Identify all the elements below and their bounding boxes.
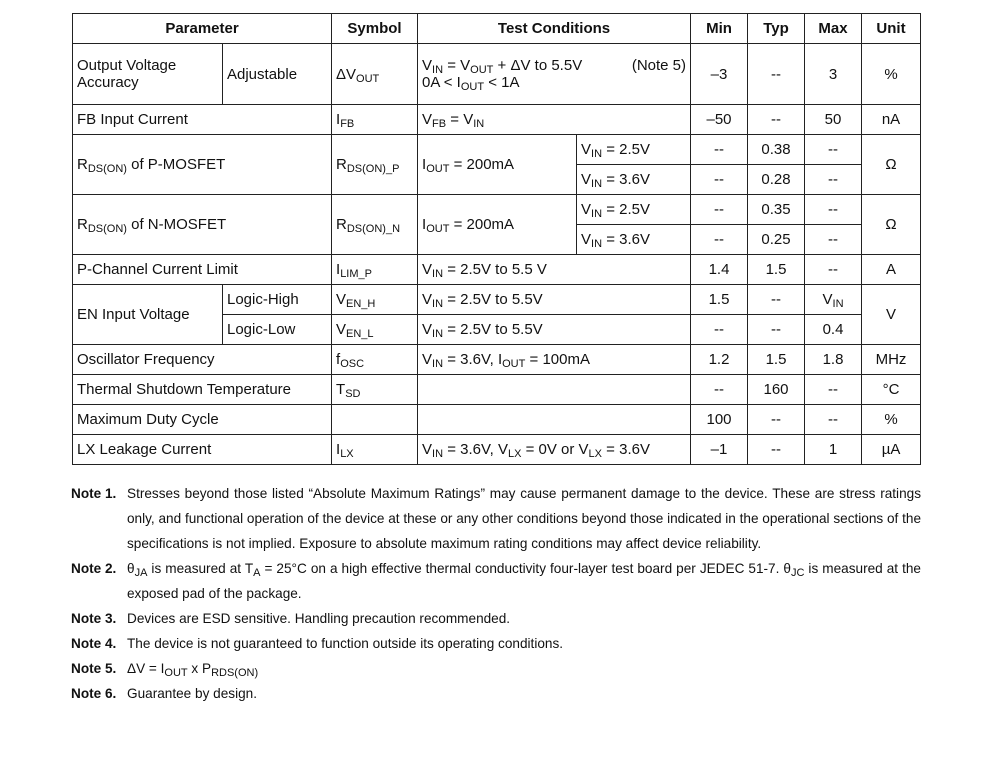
min-value: -- (691, 315, 748, 345)
unit-value: MHz (862, 345, 921, 375)
typ-value: -- (748, 405, 805, 435)
table-row (73, 285, 921, 315)
electrical-characteristics-table (72, 13, 921, 465)
note-label: Note 6. (71, 686, 117, 701)
note-1 (71, 481, 921, 556)
typ-value: 0.35 (748, 195, 805, 225)
param-sub-adjustable: Adjustable (223, 44, 332, 105)
cond-rds-n: $I_{OUT} = 200mA$ (418, 195, 577, 255)
cond-fb-current: $V_{FB} = V_{IN}$ (418, 105, 691, 135)
param-lx: LX Leakage Current (73, 435, 332, 465)
cond-rds-p: $I_{OUT} = 200mA$ (418, 135, 577, 195)
unit-value: % (862, 405, 921, 435)
max-value: 3 (805, 44, 862, 105)
param-sub-logic-low: Logic-Low (223, 315, 332, 345)
typ-value: -- (748, 44, 805, 105)
symbol-ven-h: $V_{EN\_H}$ (332, 285, 418, 315)
note-reference: (Note 5) (631, 57, 687, 74)
note-2 (71, 556, 921, 606)
typ-value: 0.25 (748, 225, 805, 255)
unit-value: % (862, 44, 921, 105)
cond-osc: $V_{IN} = 3.6V$, $I_{OUT} = 100mA$ (418, 345, 691, 375)
min-value: -- (691, 135, 748, 165)
max-value: 1.8 (805, 345, 862, 375)
param-rds-n: $R_{DS(ON)}$ of N-MOSFET (73, 195, 332, 255)
unit-value: A (862, 255, 921, 285)
unit-value: nA (862, 105, 921, 135)
table-row (73, 405, 921, 435)
header-row (73, 14, 921, 44)
note-5 (71, 656, 921, 681)
typ-value: -- (748, 315, 805, 345)
min-value: 1.2 (691, 345, 748, 375)
typ-value: -- (748, 435, 805, 465)
max-value: -- (805, 165, 862, 195)
typ-value: 0.38 (748, 135, 805, 165)
cond-vin-high: $V_{IN} = 3.6V$ (577, 225, 691, 255)
table-row (73, 195, 921, 225)
min-value: -- (691, 195, 748, 225)
cond-duty (418, 405, 691, 435)
table-row (73, 345, 921, 375)
max-value: -- (805, 195, 862, 225)
cond-en-high: $V_{IN} = 2.5V$ to 5.5V (418, 285, 691, 315)
param-thermal: Thermal Shutdown Temperature (73, 375, 332, 405)
max-value: 50 (805, 105, 862, 135)
header-test-conditions: Test Conditions (418, 14, 691, 44)
table-row (73, 375, 921, 405)
symbol-ilx: $I_{LX}$ (332, 435, 418, 465)
max-value: -- (805, 375, 862, 405)
typ-value: 160 (748, 375, 805, 405)
symbol-rds-n: $R_{DS(ON)\_N}$ (332, 195, 418, 255)
note-text: $\Delta V = I_{OUT}$ x $P_{RDS(ON)}$ (127, 661, 259, 679)
cond-output-voltage: $V_{IN} = V_{OUT} + \Delta V$ to 5.5V (Note 5) $0A < I_{OUT} < 1A$ (418, 44, 691, 105)
cond-lx: $V_{IN} = 3.6V$, $V_{LX} = 0V$ or $V_{LX} = 3.6V$ (418, 435, 691, 465)
typ-value: -- (748, 285, 805, 315)
unit-value: °C (862, 375, 921, 405)
note-text: $\theta_{JA}$ is measured at $T_A = 25^\circ C$ on a high effective thermal conductivity four-layer test board per JEDEC 51-7. $\theta_{JC}$ is measured at the exposed pad of the package. (127, 561, 921, 601)
param-fb-current: FB Input Current (73, 105, 332, 135)
min-value: -- (691, 375, 748, 405)
header-max: Max (805, 14, 862, 44)
table-row (73, 135, 921, 165)
max-value: -- (805, 135, 862, 165)
cond-vin-high: $V_{IN} = 3.6V$ (577, 165, 691, 195)
note-6 (71, 681, 921, 706)
note-text: Devices are ESD sensitive. Handling precaution recommended. (127, 611, 511, 626)
param-osc: Oscillator Frequency (73, 345, 332, 375)
cond-thermal (418, 375, 691, 405)
max-value: $V_{IN}$ (805, 285, 862, 315)
min-value: -- (691, 165, 748, 195)
cond-vin-low: $V_{IN} = 2.5V$ (577, 195, 691, 225)
symbol-ven-l: $V_{EN\_L}$ (332, 315, 418, 345)
min-value: -- (691, 225, 748, 255)
typ-value: -- (748, 105, 805, 135)
table-row (73, 44, 921, 105)
unit-value: Ω (862, 195, 921, 255)
max-value: 1 (805, 435, 862, 465)
max-value: -- (805, 255, 862, 285)
note-text: Guarantee by design. (127, 686, 257, 701)
header-parameter: Parameter (73, 14, 332, 44)
param-en-input: EN Input Voltage (73, 285, 223, 345)
min-value: 100 (691, 405, 748, 435)
note-label: Note 4. (71, 636, 117, 651)
cond-en-low: $V_{IN} = 2.5V$ to 5.5V (418, 315, 691, 345)
notes-section (71, 481, 921, 706)
min-value: –50 (691, 105, 748, 135)
symbol-duty (332, 405, 418, 435)
unit-value: µA (862, 435, 921, 465)
note-label: Note 3. (71, 611, 117, 626)
param-rds-p: $R_{DS(ON)}$ of P-MOSFET (73, 135, 332, 195)
symbol-tsd: $T_{SD}$ (332, 375, 418, 405)
note-3 (71, 606, 921, 631)
table-row (73, 105, 921, 135)
note-4 (71, 631, 921, 656)
typ-value: 1.5 (748, 345, 805, 375)
header-unit: Unit (862, 14, 921, 44)
max-value: -- (805, 225, 862, 255)
header-typ: Typ (748, 14, 805, 44)
cond-vin-low: $V_{IN} = 2.5V$ (577, 135, 691, 165)
param-p-limit: P-Channel Current Limit (73, 255, 332, 285)
param-output-voltage: Output Voltage Accuracy (73, 44, 223, 105)
typ-value: 0.28 (748, 165, 805, 195)
min-value: 1.4 (691, 255, 748, 285)
symbol-rds-p: $R_{DS(ON)\_P}$ (332, 135, 418, 195)
note-label: Note 5. (71, 661, 117, 676)
param-sub-logic-high: Logic-High (223, 285, 332, 315)
max-value: -- (805, 405, 862, 435)
symbol-fosc: $f_{OSC}$ (332, 345, 418, 375)
param-duty: Maximum Duty Cycle (73, 405, 332, 435)
min-value: –1 (691, 435, 748, 465)
unit-value: V (862, 285, 921, 345)
note-text: Stresses beyond those listed “Absolute Maximum Ratings” may cause permanent damage to the device. These are stress ratings only, and functional operation of the device at these or any other conditions beyond those indicated in the operational sections of the specifications is not implied. Exposure to absolute maximum rating conditions may affect device reliability. (127, 486, 922, 551)
note-text: The device is not guaranteed to function outside its operating conditions. (127, 636, 564, 651)
table-row (73, 255, 921, 285)
unit-value: Ω (862, 135, 921, 195)
header-min: Min (691, 14, 748, 44)
min-value: –3 (691, 44, 748, 105)
min-value: 1.5 (691, 285, 748, 315)
typ-value: 1.5 (748, 255, 805, 285)
symbol-ilim-p: $I_{LIM\_P}$ (332, 255, 418, 285)
symbol-delta-vout: $\Delta V_{OUT}$ (332, 44, 418, 105)
note-label: Note 2. (71, 561, 117, 576)
note-label: Note 1. (71, 486, 117, 501)
header-symbol: Symbol (332, 14, 418, 44)
symbol-ifb: $I_{FB}$ (332, 105, 418, 135)
table-row (73, 435, 921, 465)
cond-p-limit: $V_{IN} = 2.5V$ to 5.5 V (418, 255, 691, 285)
max-value: 0.4 (805, 315, 862, 345)
